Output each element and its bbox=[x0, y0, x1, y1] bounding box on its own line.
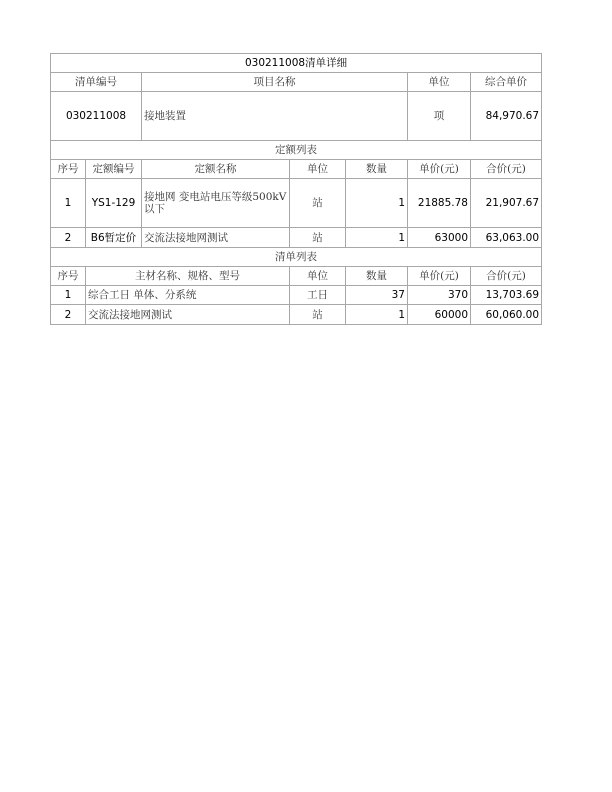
quota-unit-price: 21885.78 bbox=[408, 179, 471, 228]
header-unit: 单位 bbox=[408, 73, 471, 92]
material-header-qty: 数量 bbox=[346, 267, 408, 286]
quota-header-row bbox=[51, 160, 542, 179]
material-unit: 工日 bbox=[290, 286, 346, 305]
summary-row bbox=[51, 92, 542, 141]
material-unit-price: 370 bbox=[408, 286, 471, 305]
material-index: 2 bbox=[51, 305, 86, 325]
quota-total: 63,063.00 bbox=[471, 228, 542, 248]
material-header-total: 合价(元) bbox=[471, 267, 542, 286]
material-row bbox=[51, 305, 542, 325]
item-unit: 项 bbox=[408, 92, 471, 141]
material-header-index: 序号 bbox=[51, 267, 86, 286]
header-composite-price: 综合单价 bbox=[471, 73, 542, 92]
item-name: 接地装置 bbox=[142, 92, 408, 141]
quota-header-name: 定额名称 bbox=[142, 160, 290, 179]
material-name: 综合工日 单体、分系统 bbox=[86, 286, 290, 305]
page-title: 030211008清单详细 bbox=[51, 54, 542, 73]
quota-index: 2 bbox=[51, 228, 86, 248]
material-header-unit: 单位 bbox=[290, 267, 346, 286]
quota-index: 1 bbox=[51, 179, 86, 228]
quota-unit-price: 63000 bbox=[408, 228, 471, 248]
quota-header-unit: 单位 bbox=[290, 160, 346, 179]
header-bill-code: 清单编号 bbox=[51, 73, 142, 92]
title-row bbox=[51, 54, 542, 73]
quota-total: 21,907.67 bbox=[471, 179, 542, 228]
bill-code: 030211008 bbox=[51, 92, 142, 141]
quota-code: YS1-129 bbox=[86, 179, 142, 228]
material-header-name: 主材名称、规格、型号 bbox=[86, 267, 290, 286]
quota-section-title-row bbox=[51, 141, 542, 160]
quota-section-title: 定额列表 bbox=[51, 141, 542, 160]
material-row bbox=[51, 286, 542, 305]
material-section-title-row bbox=[51, 248, 542, 267]
material-qty: 1 bbox=[346, 305, 408, 325]
material-unit-price: 60000 bbox=[408, 305, 471, 325]
material-total: 13,703.69 bbox=[471, 286, 542, 305]
quota-name: 接地网 变电站电压等级500kV以下 bbox=[142, 179, 290, 228]
material-header-unit-price: 单价(元) bbox=[408, 267, 471, 286]
header-item-name: 项目名称 bbox=[142, 73, 408, 92]
quota-row bbox=[51, 228, 542, 248]
summary-header-row bbox=[51, 73, 542, 92]
quota-unit: 站 bbox=[290, 179, 346, 228]
bill-detail-table bbox=[50, 53, 542, 325]
quota-unit: 站 bbox=[290, 228, 346, 248]
quota-code: B6暂定价 bbox=[86, 228, 142, 248]
material-unit: 站 bbox=[290, 305, 346, 325]
material-name: 交流法接地网测试 bbox=[86, 305, 290, 325]
material-total: 60,060.00 bbox=[471, 305, 542, 325]
material-section-title: 清单列表 bbox=[51, 248, 542, 267]
quota-header-index: 序号 bbox=[51, 160, 86, 179]
quota-name: 交流法接地网测试 bbox=[142, 228, 290, 248]
quota-qty: 1 bbox=[346, 228, 408, 248]
quota-header-total: 合价(元) bbox=[471, 160, 542, 179]
composite-price: 84,970.67 bbox=[471, 92, 542, 141]
quota-header-code: 定额编号 bbox=[86, 160, 142, 179]
quota-qty: 1 bbox=[346, 179, 408, 228]
quota-row bbox=[51, 179, 542, 228]
quota-header-qty: 数量 bbox=[346, 160, 408, 179]
material-header-row bbox=[51, 267, 542, 286]
material-index: 1 bbox=[51, 286, 86, 305]
quota-header-unit-price: 单价(元) bbox=[408, 160, 471, 179]
material-qty: 37 bbox=[346, 286, 408, 305]
